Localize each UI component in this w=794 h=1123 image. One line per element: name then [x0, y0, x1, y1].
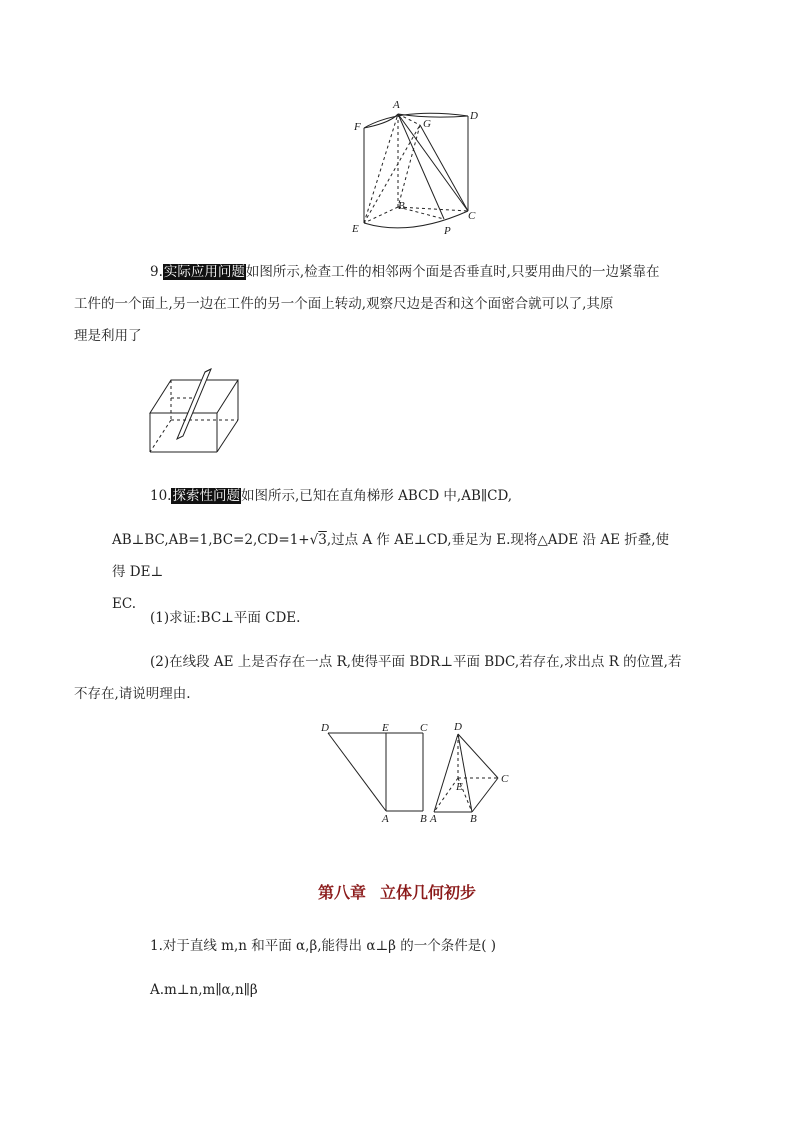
- right-label-A: A: [430, 813, 437, 825]
- question-10-part2-line2: 不存在,请说明理由.: [74, 686, 191, 702]
- question-10-sqrt-value: 3: [318, 532, 327, 548]
- label-A: A: [393, 99, 400, 111]
- chapter-number: 第八章: [317, 883, 366, 902]
- label-D: D: [470, 110, 478, 122]
- chapter-title: 立体几何初步: [380, 883, 477, 902]
- question-10-line2-b: ,过点 A 作 AE⊥CD,垂足为 E.现将△ADE 沿 AE 折叠,使得 DE⊥: [112, 532, 670, 580]
- figure-trapezoid-fold: [316, 718, 516, 828]
- label-E: E: [352, 223, 359, 235]
- question-9-line3: 理是利用了: [74, 328, 142, 344]
- label-F: F: [354, 121, 361, 133]
- left-label-A: A: [382, 813, 389, 825]
- right-label-B: B: [470, 813, 477, 825]
- question-10-line1: 如图所示,已知在直角梯形 ABCD 中,AB∥CD,: [240, 488, 513, 504]
- right-label-E: E: [456, 781, 463, 793]
- label-B: B: [398, 200, 405, 212]
- question-10-part2: [74, 646, 682, 710]
- question-9-line1: 如图所示,检查工件的相邻两个面是否垂直时,只要用曲尺的一边紧靠在: [245, 264, 660, 280]
- left-label-E: E: [382, 722, 389, 734]
- question-9: [74, 256, 682, 352]
- chapter-question-1: 1.对于直线 m,n 和平面 α,β,能得出 α⊥β 的一个条件是( ): [150, 938, 497, 954]
- question-10-part1: (1)求证:BC⊥平面 CDE.: [150, 610, 301, 626]
- question-10-line2-a: AB⊥BC,AB=1,BC=2,CD=1+: [112, 532, 310, 548]
- right-label-C: C: [501, 773, 509, 785]
- question-10-number: 10.: [150, 488, 172, 504]
- figure-cylinder-solid: [340, 95, 490, 240]
- question-10-line3: EC.: [112, 596, 136, 612]
- left-label-C: C: [420, 722, 428, 734]
- left-label-B: B: [420, 813, 427, 825]
- chapter-heading: [0, 880, 794, 903]
- label-G: G: [423, 118, 431, 130]
- question-10-part2-line1: (2)在线段 AE 上是否存在一点 R,使得平面 BDR⊥平面 BDC,若存在,求出点 R 的位置,若: [150, 654, 682, 670]
- question-9-number: 9.: [150, 264, 163, 280]
- question-10-conditions: AB⊥BC,AB=1,BC=2,CD=1+√3,过点 A 作 AE⊥CD,垂足为 E.现将△ADE 沿 AE 折叠,使得 DE⊥ EC.: [112, 532, 670, 612]
- figure-workpiece-ruler: [145, 368, 245, 460]
- question-9-line2: 工件的一个面上,另一边在工件的另一个面上转动,观察尺边是否和这个面密合就可以了,其原: [74, 296, 614, 312]
- left-label-D: D: [321, 722, 329, 734]
- question-10: [112, 480, 682, 512]
- right-label-D: D: [454, 721, 462, 733]
- label-P: P: [444, 225, 451, 237]
- label-C: C: [468, 210, 476, 222]
- question-9-tag: 实际应用问题: [163, 264, 245, 280]
- chapter-question-1-option-a: A.m⊥n,m∥α,n∥β: [150, 982, 258, 998]
- question-10-tag: 探索性问题: [172, 488, 240, 504]
